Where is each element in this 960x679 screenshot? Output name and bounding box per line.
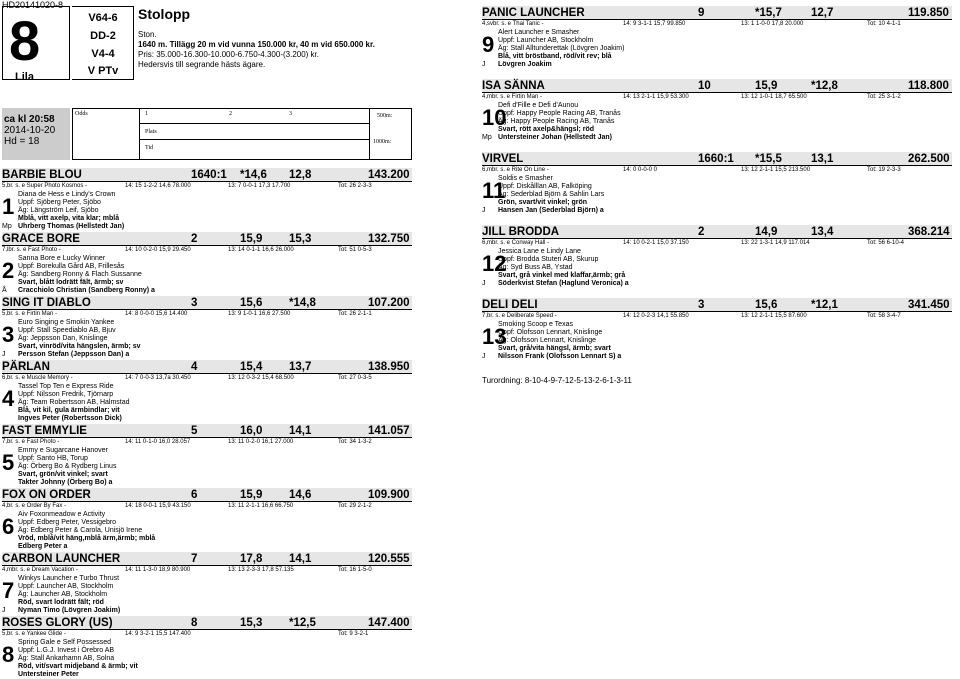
start-number: 11 (482, 178, 506, 203)
best-time: 17,8 (240, 553, 263, 565)
start-number: 5 (2, 450, 15, 475)
stats-2014: 14: 13 2-1-1 15,9 53.300 (623, 94, 689, 100)
horse-info-line: Uppf: Launcher AB, Stockholm (18, 583, 114, 590)
start-position: 5 (191, 425, 198, 437)
game-code: V4-4 (91, 48, 115, 60)
stats-2013: 13: 1 1-0-0 17,8 20.000 (741, 21, 804, 27)
horse-info-line: Svart, vinröd/vita hängslen, ärmb; sv (18, 343, 141, 350)
start-position: 1640:1 (191, 169, 227, 181)
horse-info-line: Jessica Lane e Lindy Lane (498, 248, 581, 255)
start-number: 3 (2, 322, 15, 347)
horse-info-line: Äg: Olofsson Lennart, Knislinge (498, 337, 597, 344)
horse-info-line: Uppf: Borekulla Gård AB, Frillesås (18, 263, 125, 270)
best-time-auto: 12,8 (289, 169, 312, 181)
start-number: 8 (2, 642, 15, 667)
horse-pedigree: 4,br. s. e Order By Fax - (2, 503, 67, 509)
total-prize: 143.200 (368, 169, 410, 181)
shoe-info: Mp (482, 134, 492, 141)
start-number: 1 (2, 194, 15, 219)
stats-total: Tot: 26 2-3-3 (338, 183, 372, 189)
horse-name: SING IT DIABLO (2, 297, 91, 309)
best-time: 15,6 (755, 299, 778, 311)
horse-info-line: Uppf: L.G.J. Invest i Örebro AB (18, 647, 115, 654)
horse-info-line: Spring Gale e Self Possessed (18, 639, 111, 646)
start-position: 6 (191, 489, 198, 501)
stats-total: Tot: 9 3-2-1 (338, 631, 369, 637)
game-code: DD-2 (90, 30, 116, 42)
horse-info-line: Edberg Peter a (18, 543, 68, 550)
horse-name: BARBIE BLOU (2, 169, 82, 181)
start-number: 2 (2, 258, 15, 283)
horse-info-line: Äg: Team Robertsson AB, Halmstad (18, 399, 130, 406)
best-time-auto: 13,7 (289, 361, 312, 373)
stats-2014: 14: 11 1-3-0 18,9 80.900 (125, 567, 191, 573)
best-time: *15,5 (755, 153, 782, 165)
odds-col: 1 (145, 111, 148, 117)
total-prize: 368.214 (908, 226, 950, 238)
horse-pedigree: 4,mbr. s. e Firtin Man - (482, 94, 543, 100)
horse-name: PÄRLAN (2, 361, 50, 373)
horse-pedigree: 7,br. s. e Deliberate Speed - (482, 313, 557, 319)
best-time: 15,3 (240, 617, 263, 629)
horse-info-line: Grön, svart/vit vinkel; grön (498, 199, 588, 206)
stats-2014: 14: 12 0-2-3 14,1 55.850 (623, 313, 689, 319)
start-number: 6 (2, 514, 15, 539)
start-position: 2 (698, 226, 705, 238)
total-prize: 147.400 (368, 617, 410, 629)
total-prize: 341.450 (908, 299, 950, 311)
stats-total: Tot: 58 3-4-7 (867, 313, 901, 319)
race-number: 8 (9, 9, 41, 72)
horse-info-line: Mblå, vitt axelp, vita klar; mblå (18, 215, 120, 222)
start-number: 4 (2, 386, 15, 411)
horse-info-line: Winkys Launcher e Turbo Thrust (18, 575, 120, 582)
horse-info-line: Alert Launcher e Smasher (498, 29, 580, 36)
stats-2013: 13: 11 2-1-1 16,6 66.750 (228, 503, 294, 509)
m500-label: 500m: (377, 113, 393, 119)
best-time-auto: 12,7 (811, 7, 834, 19)
shoe-info: J (482, 353, 486, 360)
total-prize: 118.800 (908, 80, 949, 92)
horse-name: VIRVEL (482, 153, 524, 165)
start-position: 3 (698, 299, 705, 311)
total-prize: 109.900 (368, 489, 410, 501)
horse-info-line: Äg: Sandberg Ronny & Flach Sussanne (18, 271, 142, 278)
horse-info-line: Nilsson Frank (Olofsson Lennart S) a (498, 353, 622, 360)
total-prize: 132.750 (368, 233, 410, 245)
horse-info-line: Äg: Örberg Bo & Rydberg Linus (18, 463, 117, 470)
horse-pedigree: 5,br. s. e Yankee Glide - (2, 631, 66, 637)
game-code: V64-6 (88, 12, 118, 24)
horse-name: PANIC LAUNCHER (482, 7, 585, 19)
stats-2013: 13: 7 0-0-1 17,3 17.700 (228, 183, 291, 189)
horse-name: JILL BRODDA (482, 226, 560, 238)
start-number: 12 (482, 251, 507, 276)
stats-2013: 13: 11 0-2-0 16,1 27.000 (228, 439, 294, 445)
horse-pedigree: 7,lbr. s. e Fast Photo - (2, 247, 61, 253)
start-number: 10 (482, 105, 507, 130)
horse-name: ISA SÄNNA (482, 80, 545, 92)
start-number: 13 (482, 324, 507, 349)
horse-info-line: Uppf: Happy People Racing AB, Tranås (498, 110, 621, 117)
horse-info-line: Aiv Foxonmeadow e Activity (18, 511, 106, 518)
best-time: 15,9 (240, 233, 263, 245)
stats-total: Tot: 26 2-1-1 (338, 311, 372, 317)
odds-box (72, 108, 412, 160)
stats-2014: 14: 9 3-2-1 15,5 147.400 (125, 631, 191, 637)
horse-info-line: Röd, vit/svart midjeband & ärmb; vit (18, 663, 138, 670)
horse-info-line: Äg: Jeppsson Dan, Knislinge (18, 335, 108, 342)
horse-info-line: Takter Johnny (Örberg Bo) a (18, 479, 113, 486)
stats-2014: 14: 8 0-0-0 15,6 14.400 (125, 311, 188, 317)
stats-total: Tot: 51 0-5-3 (338, 247, 372, 253)
horse-info-line: Vröd, mblå/vit häng,mblå ärm,ärmb; mblå (18, 535, 156, 542)
horse-info-line: Hansen Jan (Sederblad Björn) a (498, 207, 604, 214)
horse-info-line: Svart, rött axelp&hängsl; röd (498, 126, 595, 133)
stats-2013: 13: 14 0-1-1 16,6 26.000 (228, 247, 294, 253)
total-prize: 141.057 (368, 425, 410, 437)
odds-col: 3 (289, 111, 292, 117)
game-codes (72, 6, 134, 80)
shoe-info: J (482, 61, 486, 68)
race-color: Lila (15, 71, 34, 83)
stats-2013: 13: 12 0-3-2 15,4 68.500 (228, 375, 294, 381)
stats-2014: 14: 11 0-1-0 16,0 28.057 (125, 439, 191, 445)
stats-2014: 14: 10 0-2-1 15,0 37.150 (623, 240, 689, 246)
race-number-box (2, 6, 70, 83)
shoe-info: Mp (2, 223, 12, 230)
best-time: 15,9 (755, 80, 778, 92)
horse-info-line: Emmy e Sugarcane Hanover (18, 447, 108, 454)
best-time-auto: 14,1 (289, 553, 312, 565)
horse-info-line: Defi d'Fille e Defi d'Aunou (498, 102, 579, 109)
horse-info-line: Svart, grå vinkel med klaffar,ärmb; grå (498, 272, 626, 279)
race-date: 2014-10-20 (4, 125, 56, 136)
horse-info-line: Svart, blått lodrätt fält, ärmb; sv (18, 279, 124, 286)
stats-total: Tot: 25 3-1-2 (867, 94, 901, 100)
horse-name: DELI DELI (482, 299, 538, 311)
horse-info-line: Untersteiner Peter (18, 671, 79, 678)
best-time-auto: *12,8 (811, 80, 838, 92)
stats-2013: 13: 12 2-1-1 15,5 87.600 (741, 313, 807, 319)
start-position: 2 (191, 233, 198, 245)
horse-info-line: Äg: Stall Ankarhamn AB, Solna (18, 655, 115, 662)
horse-pedigree: 6,br. s. e Muscle Memory - (2, 375, 73, 381)
start-number: 7 (2, 578, 15, 603)
start-time: ca kl 20:58 (4, 114, 55, 125)
total-prize: 119.850 (908, 7, 949, 19)
start-position: 4 (191, 361, 198, 373)
stats-2014: 14: 0 0-0-0 0 (623, 167, 658, 173)
stats-2014: 14: 10 0-2-0 15,9 29.450 (125, 247, 191, 253)
horse-info-line: Uppf: Diskålllan AB, Falköping (498, 183, 592, 190)
horse-info-line: Persson Stefan (Jeppsson Dan) a (18, 351, 130, 358)
horse-info-line: Uppf: Launcher AB, Stockholm (498, 37, 594, 44)
race-info-line: Ston. (138, 30, 157, 39)
tid-label: Tid (145, 145, 154, 151)
turordning: Turordning: 8-10-4-9-7-12-5-13-2-6-1-3-11 (482, 376, 632, 385)
total-prize: 262.500 (908, 153, 950, 165)
horse-info-line: Cracchiolo Christian (Sandberg Ronny) a (18, 287, 155, 294)
horse-info-line: Soldis e Smasher (498, 175, 553, 182)
stats-total: Tot: 56 6-10-4 (867, 240, 905, 246)
horse-info-line: Äg: Edberg Peter & Carola, Unisjö Irene (18, 527, 143, 534)
horse-pedigree: 6,mbr. s. e Rite On Line - (482, 167, 549, 173)
horse-pedigree: 4,svbr. s. e Thai Tanic - (482, 21, 544, 27)
best-time-auto: 14,1 (289, 425, 312, 437)
horse-info-line: Uppf: Brodda Stuteri AB, Skurup (498, 256, 599, 263)
shoe-info: J (482, 280, 486, 287)
stats-total: Tot: 10 4-1-1 (867, 21, 901, 27)
horse-pedigree: 7,br. s. e Fast Photo - (2, 439, 60, 445)
horse-name: ROSES GLORY (US) (2, 617, 113, 629)
start-position: 10 (698, 80, 711, 92)
race-info-line: Pris: 35.000-16.300-10.000-6.750-4.300-(3.200) kr. (138, 50, 320, 59)
horse-info-line: Uppf: Sjöberg Peter, Sjöbo (18, 199, 101, 206)
race-name: Stolopp (138, 6, 191, 22)
total-prize: 107.200 (368, 297, 410, 309)
stats-total: Tot: 27 0-3-5 (338, 375, 372, 381)
shoe-info: J (2, 351, 6, 358)
horse-info-line: Svart, grå/vita hängsl, ärmb; svart (498, 345, 611, 352)
horse-info-line: Äg: Syd Buss AB, Ystad (498, 264, 573, 271)
stats-2014: 14: 7 0-0-3 13,7a 30.450 (125, 375, 191, 381)
document-id: HD20141020-8 (2, 0, 64, 10)
stats-2014: 14: 9 3-1-1 15,7 99.850 (623, 21, 686, 27)
horse-name: FAST EMMYLIE (2, 425, 87, 437)
start-position: 1660:1 (698, 153, 734, 165)
horse-info-line: Uppf: Olofsson Lennart, Knislinge (498, 329, 603, 336)
horse-pedigree: 4,mbr. s. e Dream Vacation - (2, 567, 78, 573)
horse-info-line: Äg: Launcher AB, Stockholm (18, 591, 108, 598)
stats-2013: 13: 13 2-3-3 17,8 57.135 (228, 567, 294, 573)
horse-info-line: Untersteiner Johan (Hellstedt Jan) (498, 134, 612, 141)
best-time: 15,6 (240, 297, 263, 309)
horse-name: GRACE BORE (2, 233, 80, 245)
best-time-auto: 13,4 (811, 226, 834, 238)
horse-info-line: Tassel Top Ten e Express Ride (18, 383, 114, 390)
best-time-auto: *12,1 (811, 299, 838, 311)
best-time-auto: 14,6 (289, 489, 312, 501)
m1000-label: 1000m: (373, 139, 392, 145)
horse-info-line: Lövgren Joakim (498, 61, 552, 68)
total-prize: 120.555 (368, 553, 410, 565)
horse-info-line: Uppf: Santo HB, Torup (18, 455, 88, 462)
start-position: 7 (191, 553, 198, 565)
best-time: 15,4 (240, 361, 263, 373)
stats-2013: 13: 9 1-0-1 16,6 27.500 (228, 311, 291, 317)
horse-info-line: Uppf: Edberg Peter, Vessigebro (18, 519, 117, 526)
horse-info-line: Äg: Längström Leif, Sjöbo (18, 207, 99, 214)
horse-info-line: Äg: Stall Alltunderettak (Lövgren Joakim) (498, 45, 625, 52)
horse-info-line: Söderkvist Stefan (Haglund Veronica) a (498, 280, 629, 287)
horse-pedigree: 5,br. s. e Firtin Man - (2, 311, 58, 317)
best-time-auto: *12,5 (289, 617, 316, 629)
start-position: 3 (191, 297, 198, 309)
shoe-info: Å (2, 287, 7, 294)
start-number: 9 (482, 32, 495, 57)
horse-info-line: Röd, svart lodrätt fält; röd (18, 599, 104, 606)
shoe-info: J (2, 607, 6, 614)
best-time: 16,0 (240, 425, 263, 437)
horse-info-line: Äg: Happy People Racing AB, Tranås (498, 118, 615, 125)
horse-info-line: Blå, vitt bröstband, röd/vit rev; blå (498, 53, 612, 60)
stats-total: Tot: 16 1-5-0 (338, 567, 372, 573)
horse-info-line: Blå, vit kil, gula ärmbindlar; vit (18, 407, 120, 414)
stats-2013: 13: 12 1-0-1 18,7 65.500 (741, 94, 807, 100)
shoe-info: J (482, 207, 486, 214)
best-time: 14,9 (755, 226, 778, 238)
best-time: 15,9 (240, 489, 263, 501)
horse-info-line: Diana de Hess e Lindy's Crown (18, 191, 116, 198)
horse-info-line: Ingves Peter (Robertsson Dick) (18, 415, 122, 422)
best-time-auto: 15,3 (289, 233, 312, 245)
plats-label: Plats (145, 129, 157, 135)
game-code: V PTv (87, 65, 119, 77)
stats-total: Tot: 29 2-1-2 (338, 503, 372, 509)
horse-info-line: Nyman Timo (Lövgren Joakim) (18, 607, 121, 614)
horse-info-line: Euro Singing e Smokin Yankee (18, 319, 115, 326)
start-position: 8 (191, 617, 198, 629)
horse-info-line: Sanna Bore e Lucky Winner (18, 255, 106, 262)
horse-info-line: Äg: Sederblad Björn & Sahlin Lars (498, 191, 605, 198)
horse-info-line: Smoking Scoop e Texas (498, 321, 573, 328)
best-time: *15,7 (755, 7, 782, 19)
horse-info-line: Uhrberg Thomas (Hellstedt Jan) (18, 223, 125, 230)
horse-info-line: Uppf: Stall Speediablo AB, Bjuv (18, 327, 116, 334)
stats-2014: 14: 18 0-0-1 15,9 43.150 (125, 503, 191, 509)
horse-name: FOX ON ORDER (2, 489, 91, 501)
horse-pedigree: 5,br. s. e Super Photo Kosmos - (2, 183, 88, 189)
stats-total: Tot: 19 2-3-3 (867, 167, 901, 173)
horse-pedigree: 6,mbr. s. e Conway Hall - (482, 240, 550, 246)
best-time: *14,6 (240, 169, 267, 181)
stats-2013: 13: 22 1-3-1 14,9 117.014 (741, 240, 810, 246)
race-time-box (2, 108, 70, 160)
handicap: Hd = 18 (4, 136, 40, 147)
best-time-auto: *14,8 (289, 297, 316, 309)
start-position: 9 (698, 7, 705, 19)
horse-name: CARBON LAUNCHER (2, 553, 121, 565)
horse-info-line: Uppf: Nilsson Fredrik, Tjörnarp (18, 391, 114, 398)
odds-col: 2 (229, 111, 232, 117)
total-prize: 138.950 (368, 361, 410, 373)
odds-label: Odds (75, 111, 88, 117)
race-info-line: Hedersvis till segrande hästs ägare. (138, 60, 266, 69)
race-info-line: 1640 m. Tillägg 20 m vid vunna 150.000 kr, 40 m vid 650.000 kr. (138, 40, 375, 49)
horse-info-line: Svart, grön/vit vinkel; svart (18, 471, 108, 478)
stats-2014: 14: 15 1-2-2 14,6 78.000 (125, 183, 191, 189)
stats-2013: 13: 12 2-1-1 15,5 213.500 (741, 167, 811, 173)
stats-total: Tot: 34 1-3-2 (338, 439, 372, 445)
best-time-auto: 13,1 (811, 153, 834, 165)
